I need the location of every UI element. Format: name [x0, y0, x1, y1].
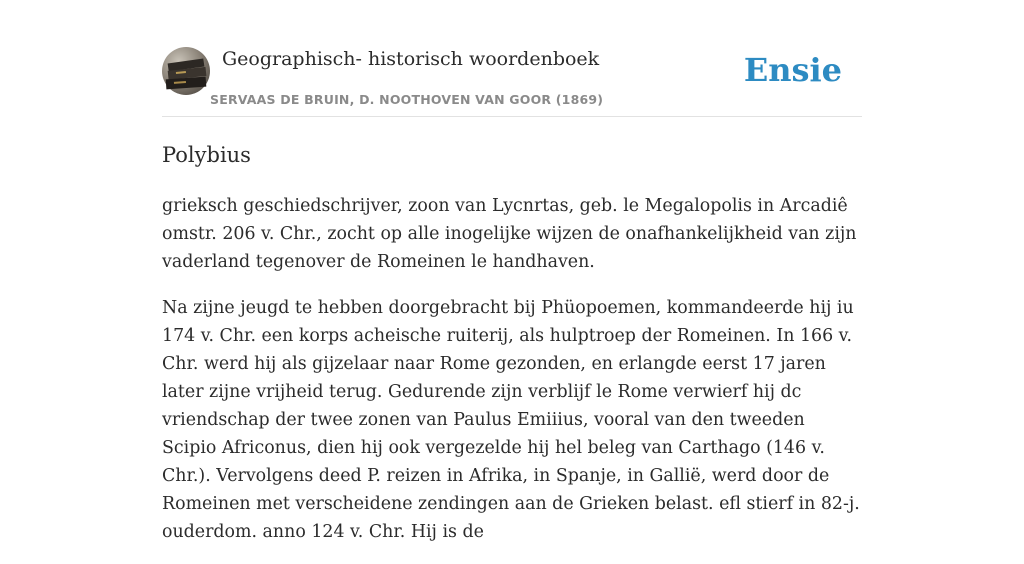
- book-cover-icon[interactable]: [162, 47, 210, 95]
- entry-title: Polybius: [162, 143, 251, 167]
- book-cover-image: [162, 47, 210, 95]
- entry-content: [162, 138, 864, 564]
- book-title[interactable]: Geographisch- historisch woordenboek: [222, 48, 600, 70]
- brand-logo[interactable]: Ensie: [743, 51, 842, 89]
- entry-paragraph: Na zijne jeugd te hebben doorgebracht bij Phüopoemen, kommandeerde hij iu 174 v. Chr. een korps acheische ruiterij, als hulptroep der Romeinen. In 166 v. Chr. werd hij als gijzelaar naar Rome gezonden, en erlangde eerst 17 jaren later zijne vrijheid terug. Gedurende zijn verblijf le Rome verwierf hij dc vriendschap der twee zonen van Paulus Emiiius, vooral van den tweeden Scipio Africonus, dien hij ook vergezelde hij hel beleg van Carthago (146 v. Chr.). Vervolgens deed P. reizen in Afrika, in Spanje, in Gallië, werd door de Romeinen met verscheidene zendingen aan de Grieken belast. efl stierf in 82-j. ouderdom. anno 124 v. Chr. Hij is de: [162, 298, 860, 542]
- entry-paragraph: grieksch geschiedschrijver, zoon van Lycnrtas, geb. le Megalopolis in Arcadiê omstr. 206 v. Chr., zocht op alle inogelijke wijzen de onafhankelijkheid van zijn vaderland tegenover de Romeinen le handhaven.: [162, 196, 857, 272]
- book-author-line: SERVAAS DE BRUIN, D. NOOTHOVEN VAN GOOR (1869): [210, 92, 604, 107]
- header: [162, 46, 862, 117]
